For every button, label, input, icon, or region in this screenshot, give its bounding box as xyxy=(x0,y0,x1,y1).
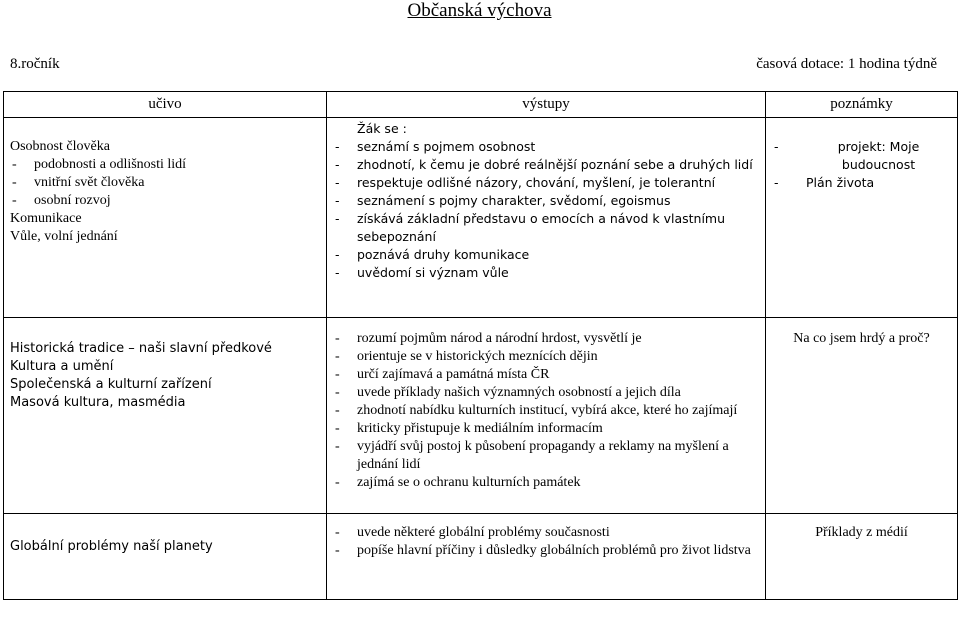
time-allocation: časová dotace: 1 hodina týdně xyxy=(756,56,937,72)
outcome-item: - seznámení s pojmy charakter, svědomí, egoismus xyxy=(333,192,759,210)
outcome-item: - popíše hlavní příčiny i důsledky globálních problémů pro život lidstva xyxy=(333,542,759,560)
topic-line: Společenská a kulturní zařízení xyxy=(10,377,212,392)
column-header-poznamky: poznámky xyxy=(766,92,958,118)
grade-label: 8.ročník xyxy=(10,56,60,72)
outcome-item: - seznámí s pojmem osobnost xyxy=(333,138,759,156)
table-row xyxy=(4,318,958,514)
outcomes-intro: Žák se : xyxy=(357,121,407,136)
curriculum-table xyxy=(3,91,958,600)
topic-line: Vůle, volní jednání xyxy=(10,229,118,244)
outcome-item: - rozumí pojmům národ a národní hrdost, vysvětlí je xyxy=(333,330,759,348)
outcome-item: - poznává druhy komunikace xyxy=(333,246,759,264)
poznamky-cell xyxy=(766,318,958,514)
topic-item: - podobnosti a odlišnosti lidí xyxy=(10,156,320,174)
topic-item: - osobní rozvoj xyxy=(10,192,320,210)
outcome-item: - orientuje se v historických meznících dějin xyxy=(333,348,759,366)
outcome-item: - určí zajímavá a památná místa ČR xyxy=(333,366,759,384)
topic-line: Komunikace xyxy=(10,211,82,226)
column-header-vystupy: výstupy xyxy=(327,92,766,118)
outcome-item: - zhodnotí, k čemu je dobré reálnější poznání sebe a druhých lidí xyxy=(333,156,759,174)
outcome-item: - zajímá se o ochranu kulturních památek xyxy=(333,474,759,492)
outcome-item: - kriticky přistupuje k mediálním informacím xyxy=(333,420,759,438)
ucivo-cell xyxy=(4,514,327,600)
note-text: Příklady z médií xyxy=(815,525,908,540)
topic-line: Masová kultura, masmédia xyxy=(10,395,186,410)
vystupy-cell xyxy=(327,318,766,514)
note-item: - Plán života xyxy=(772,174,951,192)
note-item: - projekt: Moje budoucnost xyxy=(772,138,951,174)
outcome-item: - uvede příklady našich významných osobností a jejich díla xyxy=(333,384,759,402)
outcome-item: - uvede některé globální problémy současnosti xyxy=(333,524,759,542)
table-row xyxy=(4,514,958,600)
topic-line: Historická tradice – naši slavní předkové xyxy=(10,341,272,356)
topic-line: Globální problémy naší planety xyxy=(10,539,213,554)
outcome-item: - získává základní představu o emocích a návod k vlastnímu sebepoznání xyxy=(333,210,759,246)
vystupy-cell xyxy=(327,514,766,600)
topic-line: Kultura a umění xyxy=(10,359,114,374)
column-header-ucivo: učivo xyxy=(4,92,327,118)
outcome-item: - uvědomí si význam vůle xyxy=(333,264,759,282)
poznamky-cell xyxy=(766,118,958,318)
topic-item: - vnitřní svět člověka xyxy=(10,174,320,192)
table-row xyxy=(4,118,958,318)
table-header-row xyxy=(4,92,958,118)
poznamky-cell xyxy=(766,514,958,600)
outcome-item: - zhodnotí nabídku kulturních institucí, vybírá akce, které ho zajímají xyxy=(333,402,759,420)
ucivo-cell xyxy=(4,118,327,318)
note-text: Na co jsem hrdý a proč? xyxy=(793,331,930,346)
page-title: Občanská výchova xyxy=(407,0,552,21)
outcome-item: - vyjádří svůj postoj k působení propagandy a reklamy na myšlení a jednání lidí xyxy=(333,438,759,474)
outcome-item: - respektuje odlišné názory, chování, myšlení, je tolerantní xyxy=(333,174,759,192)
ucivo-cell xyxy=(4,318,327,514)
vystupy-cell xyxy=(327,118,766,318)
topic-heading: Osobnost člověka xyxy=(10,139,110,154)
